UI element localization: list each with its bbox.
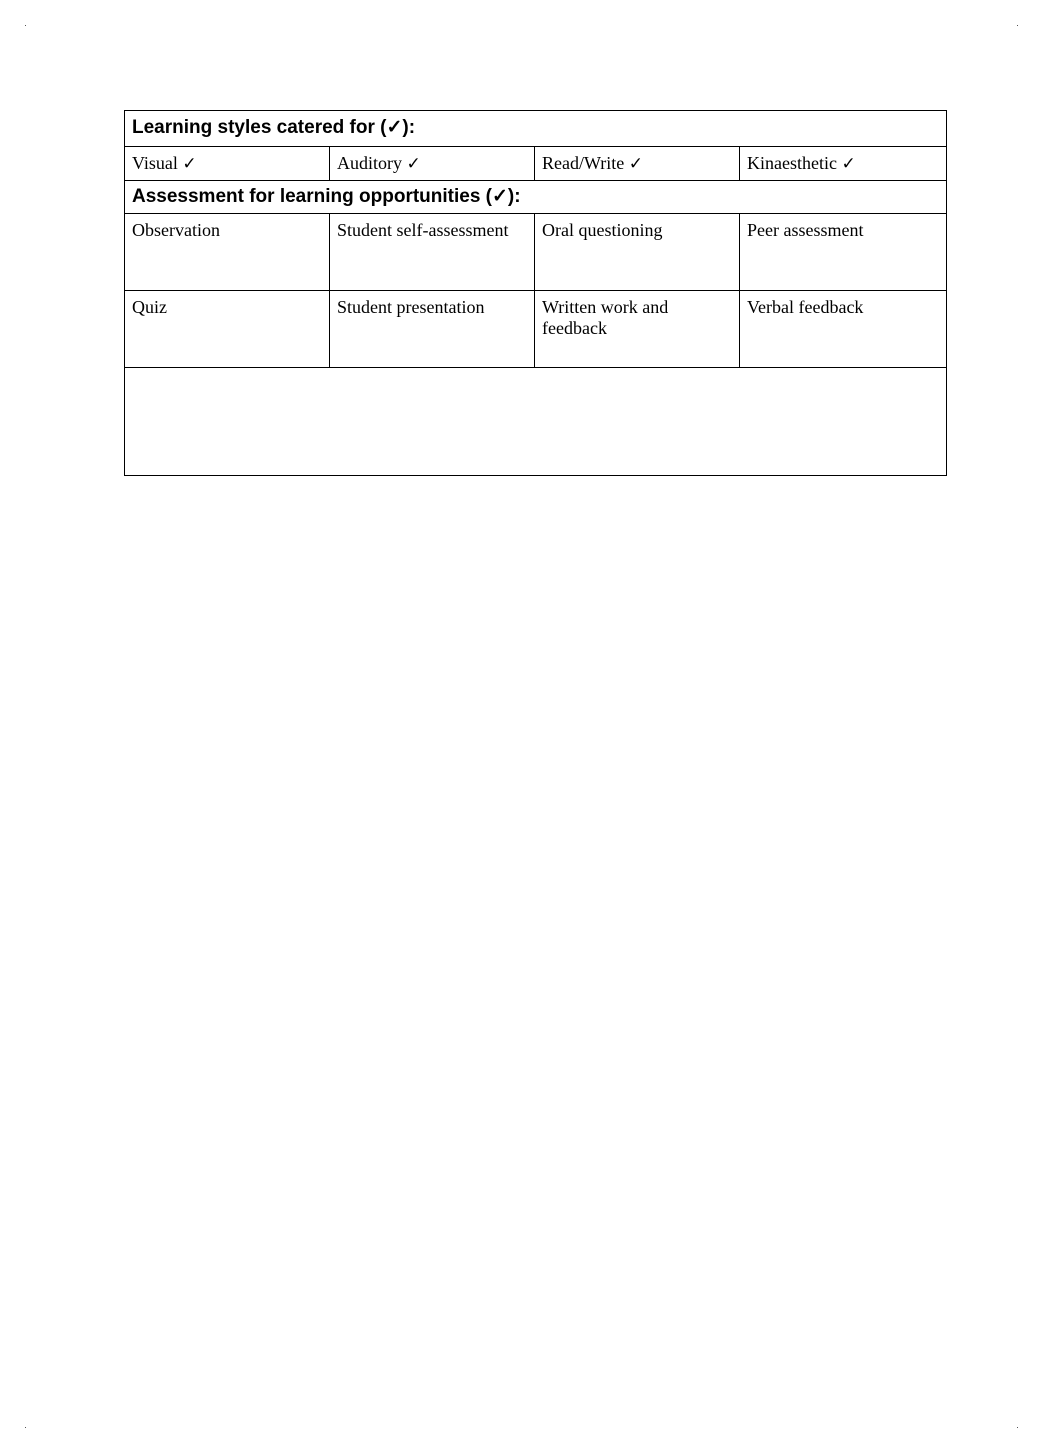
learning-style-visual — [125, 147, 330, 181]
corner-mark-top-right — [1017, 25, 1018, 26]
lesson-plan-table — [124, 110, 947, 476]
learning-style-kinaesthetic — [740, 147, 947, 181]
assessment-heading: Assessment for learning opportunities (✓): — [125, 181, 947, 214]
notes-row — [125, 368, 947, 476]
assessment-option-peer-assessment: Peer assessment — [740, 214, 947, 291]
learning-styles-header-row — [125, 111, 947, 147]
learning-style-label: Auditory — [337, 153, 402, 173]
assessment-option-verbal-feedback: Verbal feedback — [740, 291, 947, 368]
assessment-option-presentation: Student presentation — [330, 291, 535, 368]
learning-styles-heading: Learning styles catered for (✓): — [125, 111, 947, 147]
corner-mark-top-left — [25, 25, 26, 26]
checkmark-icon: ✓ — [841, 154, 856, 174]
assessment-option-quiz: Quiz — [125, 291, 330, 368]
assessment-option-oral-questioning: Oral questioning — [535, 214, 740, 291]
assessment-option-observation: Observation — [125, 214, 330, 291]
checkmark-icon: ✓ — [182, 154, 197, 174]
checkmark-icon: ✓ — [628, 154, 643, 174]
checkmark-icon: ✓ — [406, 154, 421, 174]
corner-mark-bottom-right — [1017, 1427, 1018, 1428]
assessment-option-written-work: Written work and feedback — [535, 291, 740, 368]
assessment-row — [125, 291, 947, 368]
learning-styles-row — [125, 147, 947, 181]
assessment-option-self-assessment: Student self-assessment — [330, 214, 535, 291]
assessment-header-row — [125, 181, 947, 214]
learning-style-label: Read/Write — [542, 153, 625, 173]
corner-mark-bottom-left — [25, 1427, 26, 1428]
assessment-row — [125, 214, 947, 291]
learning-style-label: Kinaesthetic — [747, 153, 837, 173]
notes-area — [125, 368, 947, 476]
learning-style-label: Visual — [132, 153, 178, 173]
learning-style-read-write — [535, 147, 740, 181]
learning-style-auditory — [330, 147, 535, 181]
